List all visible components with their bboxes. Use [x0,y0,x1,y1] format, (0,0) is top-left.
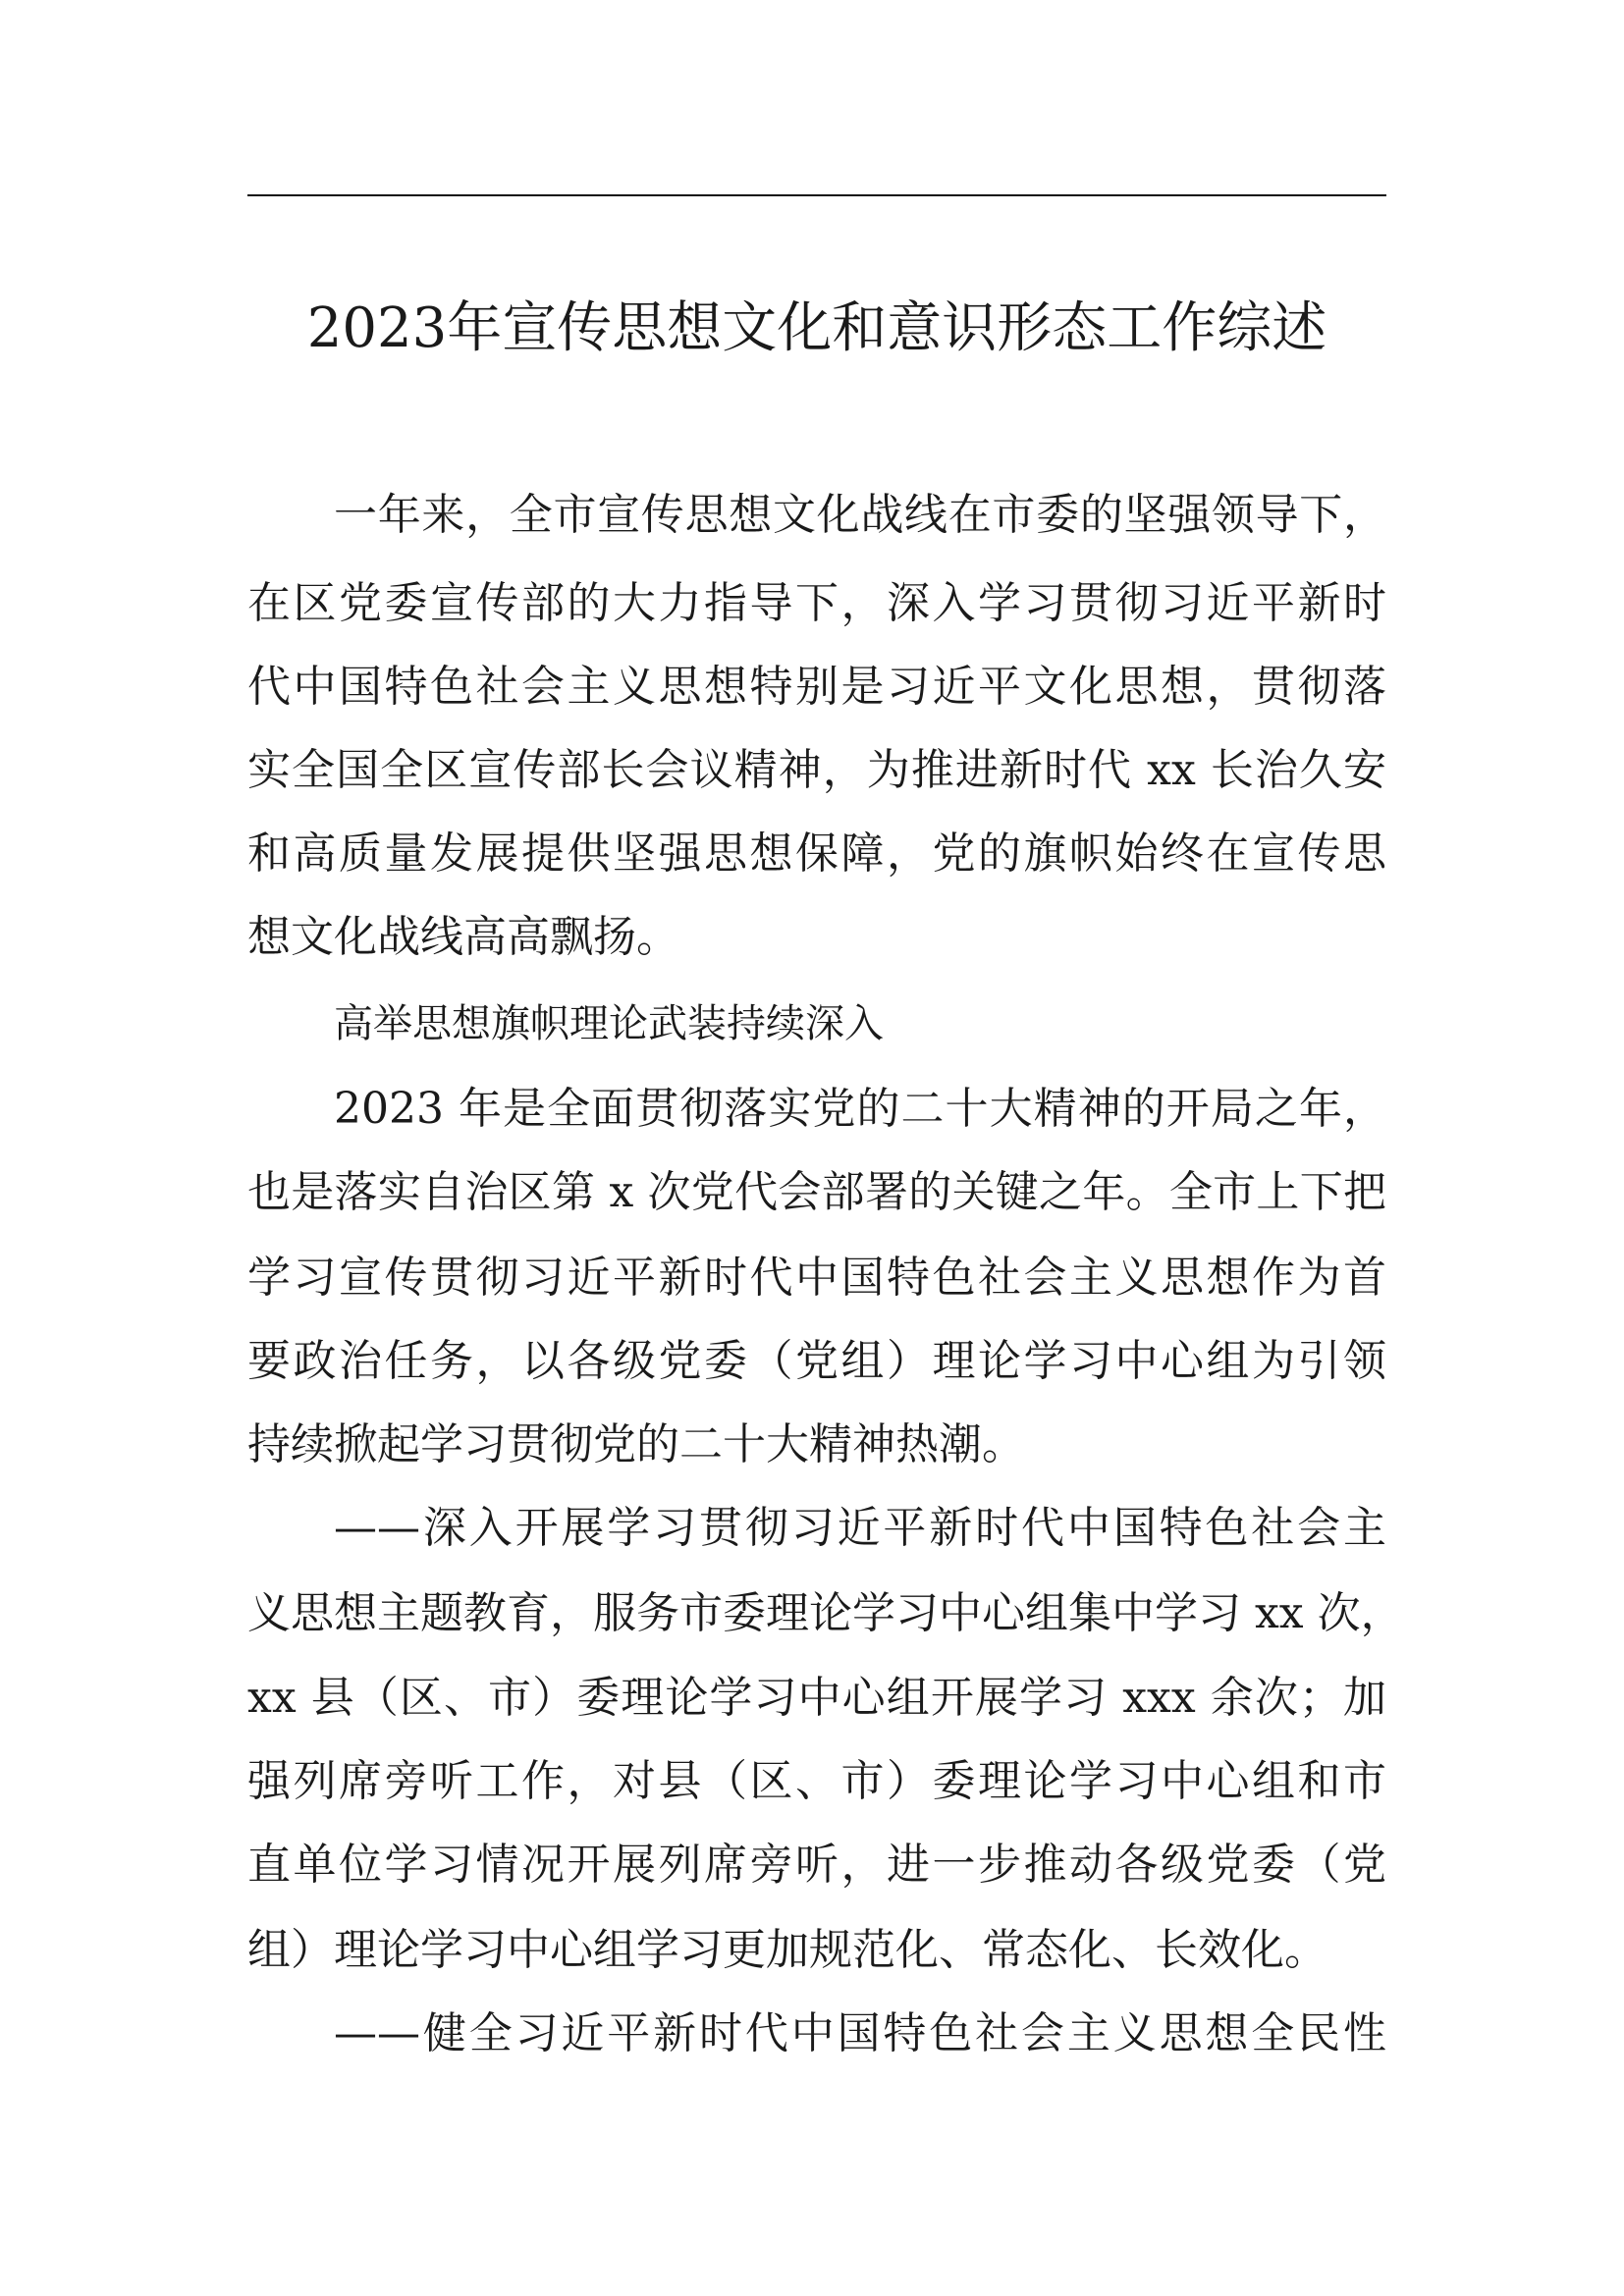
section-heading: 高举思想旗帜理论武装持续深入 [334,1001,884,1046]
paragraph-line: 组）理论学习中心组学习更加规范化、常态化、长效化。 [247,1925,1327,1975]
paragraph-line: 和高质量发展提供坚强思想保障，党的旗帜始终在宣传思 [247,828,1386,879]
paragraph-line: 强列席旁听工作，对县（区、市）委理论学习中心组和市 [247,1756,1386,1806]
paragraph-line: 2023 年是全面贯彻落实党的二十大精神的开局之年， [334,1084,1386,1134]
paragraph-line: 要政治任务，以各级党委（党组）理论学习中心组为引领 [247,1336,1386,1386]
paragraph-line: 实全国全区宣传部长会议精神，为推进新时代 xx 长治久安 [247,745,1386,795]
paragraph-line: ——深入开展学习贯彻习近平新时代中国特色社会主 [334,1503,1386,1553]
paragraph-line: 一年来，全市宣传思想文化战线在市委的坚强领导下， [334,490,1386,540]
paragraph-line: 也是落实自治区第 x 次党代会部署的关键之年。全市上下把 [247,1167,1386,1217]
paragraph-line: 直单位学习情况开展列席旁听，进一步推动各级党委（党 [247,1840,1386,1890]
paragraph-line: xx 县（区、市）委理论学习中心组开展学习 xxx 余次；加 [247,1673,1386,1723]
document-title: 2023年宣传思想文化和意识形态工作综述 [306,296,1327,360]
header-rule [247,194,1386,196]
paragraph-line: ——健全习近平新时代中国特色社会主义思想全民性 [334,2008,1386,2058]
paragraph-line: 代中国特色社会主义思想特别是习近平文化思想，贯彻落 [247,662,1386,712]
paragraph-line: 想文化战线高高飘扬。 [247,912,679,962]
paragraph-line: 学习宣传贯彻习近平新时代中国特色社会主义思想作为首 [247,1253,1386,1303]
paragraph-line: 在区党委宣传部的大力指导下，深入学习贯彻习近平新时 [247,578,1386,628]
paragraph-line: 持续掀起学习贯彻党的二十大精神热潮。 [247,1419,1025,1469]
paragraph-line: 义思想主题教育，服务市委理论学习中心组集中学习 xx 次， [247,1588,1404,1638]
